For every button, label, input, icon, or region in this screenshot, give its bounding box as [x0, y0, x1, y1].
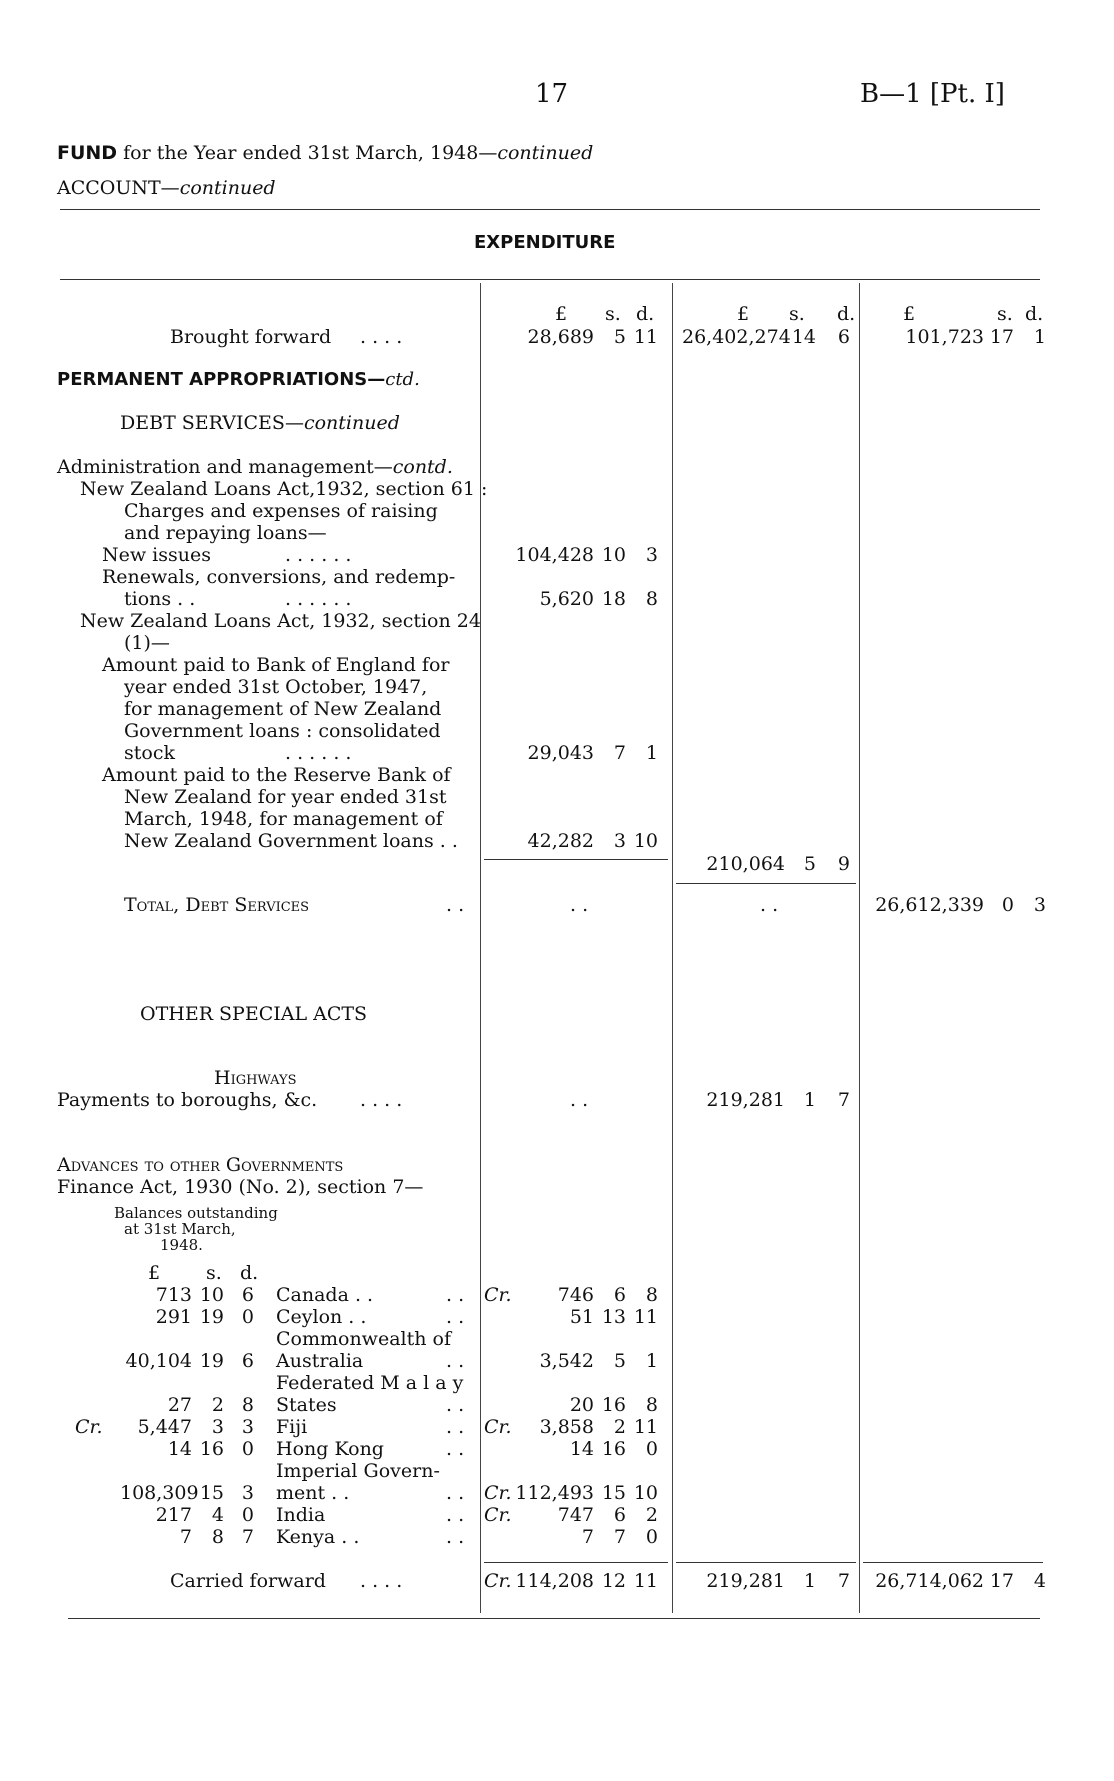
balances-note-3: 1948.	[160, 1236, 203, 1254]
text-line: Charges and expenses of raising	[124, 500, 438, 522]
highways-pounds: 219,281	[706, 1089, 785, 1111]
text-line: Amount paid to the Reserve Bank of	[102, 764, 451, 786]
rule-top	[60, 209, 1040, 210]
country-name: ment . .	[276, 1482, 350, 1504]
balance-pounds: 108,309	[120, 1482, 199, 1504]
col2-s-header: s.	[789, 303, 805, 325]
dot-leader: . .	[446, 1284, 465, 1306]
balance-shillings: 10	[199, 1284, 224, 1306]
text-line: for management of New Zealand	[124, 698, 442, 720]
brought-forward-dots: . . . .	[360, 326, 403, 348]
dot-leader: . .	[446, 1350, 465, 1372]
bf-col2-pounds: 26,402,274	[682, 326, 791, 348]
cf-credit-marker: Cr.	[484, 1570, 512, 1592]
text-line: New Zealand Government loans . .	[124, 830, 458, 852]
cf-col2-shillings: 1	[803, 1570, 816, 1592]
balance-credit-marker: Cr.	[75, 1416, 103, 1438]
cf-col2-pence: 7	[837, 1570, 850, 1592]
brought-forward-label: Brought forward	[170, 326, 332, 348]
account-title-text: ACCOUNT—	[57, 177, 180, 199]
text-line: New Zealand Loans Act, 1932, section 24	[80, 610, 481, 632]
administration-label: Administration and management—	[57, 456, 393, 478]
text-line: March, 1948, for management of	[124, 808, 443, 830]
amount-pounds: 20	[569, 1394, 594, 1416]
amount-shillings: 6	[613, 1284, 626, 1306]
cf-col1-pence: 11	[633, 1570, 658, 1592]
new-issues-pence: 3	[645, 544, 658, 566]
amount-shillings: 13	[601, 1306, 626, 1328]
debt-services-heading	[120, 412, 400, 434]
amount-pence: 8	[645, 1284, 658, 1306]
permanent-appropriations-heading	[57, 369, 420, 390]
balance-shillings: 16	[199, 1438, 224, 1460]
section-title: EXPENDITURE	[474, 232, 616, 253]
subtotal-shillings: 5	[803, 853, 816, 875]
balance-pounds: 5,447	[137, 1416, 192, 1438]
dot-leader: . .	[446, 1482, 465, 1504]
cf-col1-shillings: 12	[601, 1570, 626, 1592]
amount-pounds: 112,493	[515, 1482, 594, 1504]
total-debt-pounds: 26,612,339	[875, 894, 984, 916]
amount-shillings: 7	[613, 1526, 626, 1548]
total-rule	[676, 883, 856, 884]
cf-col2-pounds: 219,281	[706, 1570, 785, 1592]
subtotal-pence: 9	[837, 853, 850, 875]
subtotal-pounds: 210,064	[706, 853, 785, 875]
advances-heading: Advances to other Governments	[57, 1154, 344, 1176]
total-debt-shillings: 0	[1001, 894, 1014, 916]
highways-heading: Highways	[214, 1067, 297, 1089]
balance-shillings: 4	[211, 1504, 224, 1526]
balance-pence: 7	[241, 1526, 254, 1548]
bf-col3-pence: 1	[1033, 326, 1046, 348]
text-line: Renewals, conversions, and redemp-	[102, 566, 456, 588]
balance-pounds: 291	[155, 1306, 192, 1328]
balance-pence: 3	[241, 1482, 254, 1504]
column-divider-3	[859, 283, 860, 1613]
text-line: and repaying loans—	[124, 522, 327, 544]
total-debt-pence: 3	[1033, 894, 1046, 916]
fund-title-continued: continued	[497, 142, 594, 164]
balance-pence: 0	[241, 1438, 254, 1460]
col3-d-header: d.	[1025, 303, 1044, 325]
country-name: Federated M a l a y	[276, 1372, 464, 1394]
amount-pence: 1	[645, 1350, 658, 1372]
total-debt-col1: . .	[570, 894, 589, 916]
balance-pounds: 27	[167, 1394, 192, 1416]
dot-leader: . .	[446, 1504, 465, 1526]
country-name: Ceylon . .	[276, 1306, 367, 1328]
balance-pence: 3	[241, 1416, 254, 1438]
bf-col1-pence: 11	[633, 326, 658, 348]
balance-s-header: s.	[206, 1262, 222, 1284]
fund-title-bold: FUND	[57, 142, 118, 164]
carried-forward-dots: . . . .	[360, 1570, 403, 1592]
text-line: (1)—	[124, 632, 170, 654]
amount-shillings: 2	[613, 1416, 626, 1438]
col1-s-header: s.	[605, 303, 621, 325]
rule-bottom	[68, 1618, 1040, 1619]
balance-shillings: 19	[199, 1350, 224, 1372]
amount-shillings: 16	[601, 1394, 626, 1416]
text-line: tions . .	[124, 588, 196, 610]
balance-shillings: 2	[211, 1394, 224, 1416]
account-title	[57, 177, 276, 199]
balance-pounds: 217	[155, 1504, 192, 1526]
amount-pence: 2	[645, 1504, 658, 1526]
amount-pence: 8	[645, 1394, 658, 1416]
highways-pence: 7	[837, 1089, 850, 1111]
col1-d-header: d.	[636, 303, 655, 325]
cf-rule-col3	[863, 1562, 1043, 1563]
col3-pound-header: £	[903, 303, 916, 325]
highways-dots: . . . .	[360, 1089, 403, 1111]
carried-forward-label: Carried forward	[170, 1570, 326, 1592]
amount-pence: 11	[633, 1306, 658, 1328]
country-name: States	[276, 1394, 337, 1416]
bf-col2-shillings: 14	[791, 326, 816, 348]
country-name: Imperial Govern-	[276, 1460, 440, 1482]
boe-pence: 1	[645, 742, 658, 764]
amount-pence: 10	[633, 1482, 658, 1504]
amount-shillings: 5	[613, 1350, 626, 1372]
new-issues-shillings: 10	[601, 544, 626, 566]
text-line: New Zealand for year ended 31st	[124, 786, 447, 808]
col2-pound-header: £	[737, 303, 750, 325]
amount-pounds: 747	[557, 1504, 594, 1526]
text-line: New Zealand Loans Act,1932, section 61 :	[80, 478, 488, 500]
amount-pounds: 3,858	[539, 1416, 594, 1438]
balance-shillings: 3	[211, 1416, 224, 1438]
cf-col3-shillings: 17	[989, 1570, 1014, 1592]
total-debt-label: Total, Debt Services	[124, 894, 310, 916]
rule-header	[60, 279, 1040, 280]
debt-services-continued: continued	[303, 412, 400, 434]
highways-shillings: 1	[803, 1089, 816, 1111]
balance-d-header: d.	[240, 1262, 259, 1284]
balance-pound-header: £	[148, 1262, 161, 1284]
country-name: India	[276, 1504, 326, 1526]
text-line: New issues	[102, 544, 211, 566]
country-name: Hong Kong	[276, 1438, 384, 1460]
balance-pounds: 7	[179, 1526, 192, 1548]
country-name: Kenya . .	[276, 1526, 360, 1548]
country-name: Fiji	[276, 1416, 308, 1438]
dot-leader: . .	[446, 1438, 465, 1460]
debt-services-label: DEBT SERVICES—	[120, 412, 304, 434]
account-title-continued: continued	[179, 177, 276, 199]
renewals-pence: 8	[645, 588, 658, 610]
amount-shillings: 16	[601, 1438, 626, 1460]
finance-act-line: Finance Act, 1930 (No. 2), section 7—	[57, 1176, 424, 1198]
amount-pence: 11	[633, 1416, 658, 1438]
country-name: Canada . .	[276, 1284, 374, 1306]
new-issues-pounds: 104,428	[515, 544, 594, 566]
balance-pounds: 713	[155, 1284, 192, 1306]
dot-leader: . . . . . .	[285, 544, 352, 566]
amount-pounds: 3,542	[539, 1350, 594, 1372]
balance-pence: 0	[241, 1306, 254, 1328]
fund-title	[57, 142, 593, 164]
dot-leader: . .	[446, 1526, 465, 1548]
subtotal-rule	[484, 859, 668, 860]
highways-col1: . .	[570, 1089, 589, 1111]
amount-shillings: 6	[613, 1504, 626, 1526]
amount-pounds: 14	[569, 1438, 594, 1460]
administration-heading	[57, 456, 453, 478]
document-reference: B—1 [Pt. I]	[860, 79, 1005, 109]
col2-d-header: d.	[837, 303, 856, 325]
text-line: stock	[124, 742, 175, 764]
amount-credit-marker: Cr.	[484, 1284, 512, 1306]
text-line: year ended 31st October, 1947,	[124, 676, 428, 698]
dot-leader: . .	[446, 1416, 465, 1438]
col3-s-header: s.	[997, 303, 1013, 325]
amount-credit-marker: Cr.	[484, 1482, 512, 1504]
dot-leader: . .	[446, 1306, 465, 1328]
dot-leader: . . . . . .	[285, 742, 352, 764]
balance-shillings: 8	[211, 1526, 224, 1548]
balance-pounds: 40,104	[125, 1350, 192, 1372]
text-line: Government loans : consolidated	[124, 720, 441, 742]
amount-pounds: 7	[581, 1526, 594, 1548]
country-name: Commonwealth of	[276, 1328, 451, 1350]
rbnz-pence: 10	[633, 830, 658, 852]
dot-leader: . . . . . .	[285, 588, 352, 610]
page-number: 17	[535, 79, 569, 109]
text-line: Amount paid to Bank of England for	[102, 654, 450, 676]
fund-title-text: for the Year ended 31st March, 1948—	[123, 142, 498, 164]
amount-pounds: 51	[569, 1306, 594, 1328]
cf-rule-col1	[484, 1562, 668, 1563]
perm-bold: PERMANENT APPROPRIATIONS—	[57, 369, 386, 390]
balance-pence: 6	[241, 1350, 254, 1372]
amount-pounds: 746	[557, 1284, 594, 1306]
bf-col3-pounds: 101,723	[905, 326, 984, 348]
other-special-acts-heading: OTHER SPECIAL ACTS	[140, 1003, 368, 1025]
renewals-shillings: 18	[601, 588, 626, 610]
balance-pence: 0	[241, 1504, 254, 1526]
bf-col3-shillings: 17	[989, 326, 1014, 348]
rbnz-pounds: 42,282	[527, 830, 594, 852]
balance-shillings: 19	[199, 1306, 224, 1328]
total-debt-col2: . .	[760, 894, 779, 916]
balances-note-1: Balances outstanding	[114, 1204, 278, 1222]
bf-col1-shillings: 5	[613, 326, 626, 348]
cf-rule-col2	[676, 1562, 856, 1563]
highways-payments-label: Payments to boroughs, &c.	[57, 1089, 318, 1111]
balance-pounds: 14	[167, 1438, 192, 1460]
renewals-pounds: 5,620	[539, 588, 594, 610]
rbnz-shillings: 3	[613, 830, 626, 852]
column-divider-2	[672, 283, 673, 1613]
bf-col1-pounds: 28,689	[527, 326, 594, 348]
balance-pence: 6	[241, 1284, 254, 1306]
amount-pence: 0	[645, 1438, 658, 1460]
bf-col2-pence: 6	[837, 326, 850, 348]
total-debt-dots: . .	[446, 894, 465, 916]
amount-pence: 0	[645, 1526, 658, 1548]
country-name: Australia	[276, 1350, 364, 1372]
cf-col3-pounds: 26,714,062	[875, 1570, 984, 1592]
cf-col1-pounds: 114,208	[515, 1570, 594, 1592]
balance-pence: 8	[241, 1394, 254, 1416]
amount-credit-marker: Cr.	[484, 1504, 512, 1526]
dot-leader: . .	[446, 1394, 465, 1416]
amount-credit-marker: Cr.	[484, 1416, 512, 1438]
boe-shillings: 7	[613, 742, 626, 764]
perm-ctd: ctd.	[385, 369, 420, 390]
col1-pound-header: £	[555, 303, 568, 325]
balance-shillings: 15	[199, 1482, 224, 1504]
amount-shillings: 15	[601, 1482, 626, 1504]
administration-contd: contd.	[392, 456, 453, 478]
cf-col3-pence: 4	[1033, 1570, 1046, 1592]
balances-note-2: at 31st March,	[124, 1220, 236, 1238]
boe-pounds: 29,043	[527, 742, 594, 764]
